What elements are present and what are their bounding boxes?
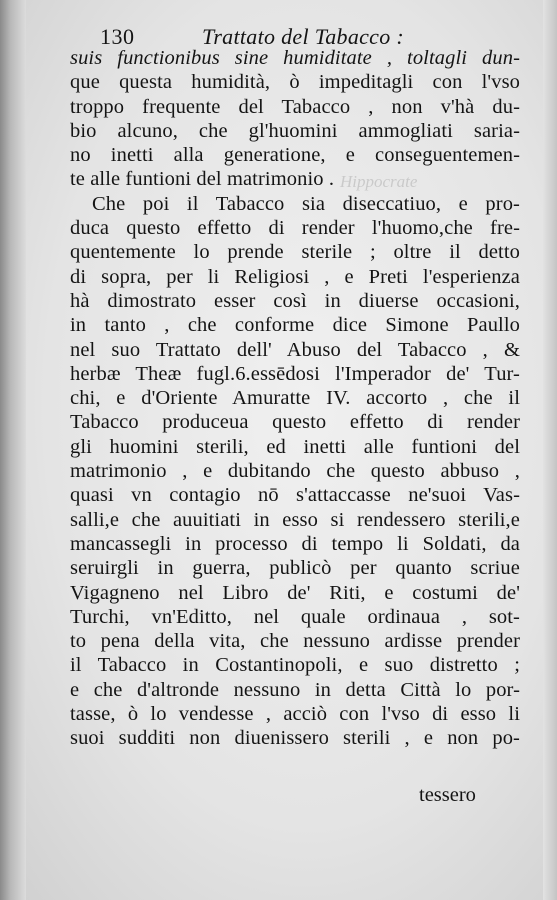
text-line: suis functionibus sine humiditate , toltagli dun- bbox=[70, 47, 520, 69]
text-line: quentemente lo prende sterile ; oltre il detto bbox=[70, 241, 520, 264]
text-line: Turchi, vn'Editto, nel quale ordinaua , sot- bbox=[70, 605, 520, 628]
text-line: di sopra, per li Religiosi , e Preti l'esperienza bbox=[70, 265, 520, 288]
text-line: il Tabacco in Costantinopoli, e suo distretto ; bbox=[70, 654, 520, 677]
text-line: no inetti alla generatione, e conseguentemen- bbox=[70, 144, 520, 167]
text-line: seruirgli in guerra, publicò per quanto scriue bbox=[70, 557, 520, 580]
text-line: gli huomini sterili, ed inetti alle funtioni del bbox=[70, 435, 520, 458]
text-line: matrimonio , e dubitando che questo abbuso , bbox=[70, 460, 520, 483]
running-head: Trattato del Tabacco : bbox=[202, 24, 404, 49]
text-line: que questa humidità, ò impeditagli con l'vso bbox=[70, 71, 520, 94]
text-line: tasse, ò lo vendesse , acciò con l'vso di esso li bbox=[70, 703, 520, 726]
text-line: troppo frequente del Tabacco , non v'hà du- bbox=[70, 95, 520, 118]
text-line: suoi sudditi non diuenissero sterili , e non po- bbox=[70, 727, 520, 750]
text-line: quasi vn contagio nō s'attaccasse ne'suoi Vas- bbox=[70, 484, 520, 507]
text-line: to pena della vita, che nessuno ardisse prender bbox=[70, 630, 520, 653]
text-line: mancassegli in processo di tempo li Soldati, da bbox=[70, 532, 520, 555]
catchword: tessero bbox=[419, 784, 476, 806]
text-line: chi, e d'Oriente Amuratte IV. accorto , che il bbox=[70, 387, 520, 410]
page-gutter-shadow bbox=[0, 0, 26, 900]
paragraph-first-line: Che poi il Tabacco sia diseccatiuo, e pro- bbox=[92, 192, 520, 215]
text-line: Vigagneno nel Libro de' Riti, e costumi de' bbox=[70, 581, 520, 604]
text-line: Tabacco produceua questo effetto di render bbox=[70, 411, 520, 434]
text-line: salli,e che auuitiati in esso si rendessero sterili,e bbox=[70, 508, 520, 531]
text-line: in tanto , che conforme dice Simone Paullo bbox=[70, 314, 520, 337]
text-line: herbæ Theæ fugl.6.essēdosi l'Imperador de' Tur- bbox=[70, 362, 520, 385]
text-line: hà dimostrato esser così in diuerse occasioni, bbox=[70, 289, 520, 312]
body-text bbox=[70, 46, 520, 751]
show-through-text: Hippocrate bbox=[340, 172, 418, 191]
text-line: e che d'altronde nessuno in detta Città lo por- bbox=[70, 678, 520, 701]
page-number: 130 bbox=[100, 24, 135, 49]
text-line: bio alcuno, che gl'huomini ammogliati saria- bbox=[70, 119, 520, 142]
text-line: te alle funtioni del matrimonio . bbox=[70, 168, 335, 191]
page-edge-shadow bbox=[543, 0, 557, 900]
text-line: nel suo Trattato dell' Abuso del Tabacco , & bbox=[70, 338, 520, 361]
text-line: duca questo effetto di render l'huomo,che fre- bbox=[70, 217, 520, 240]
